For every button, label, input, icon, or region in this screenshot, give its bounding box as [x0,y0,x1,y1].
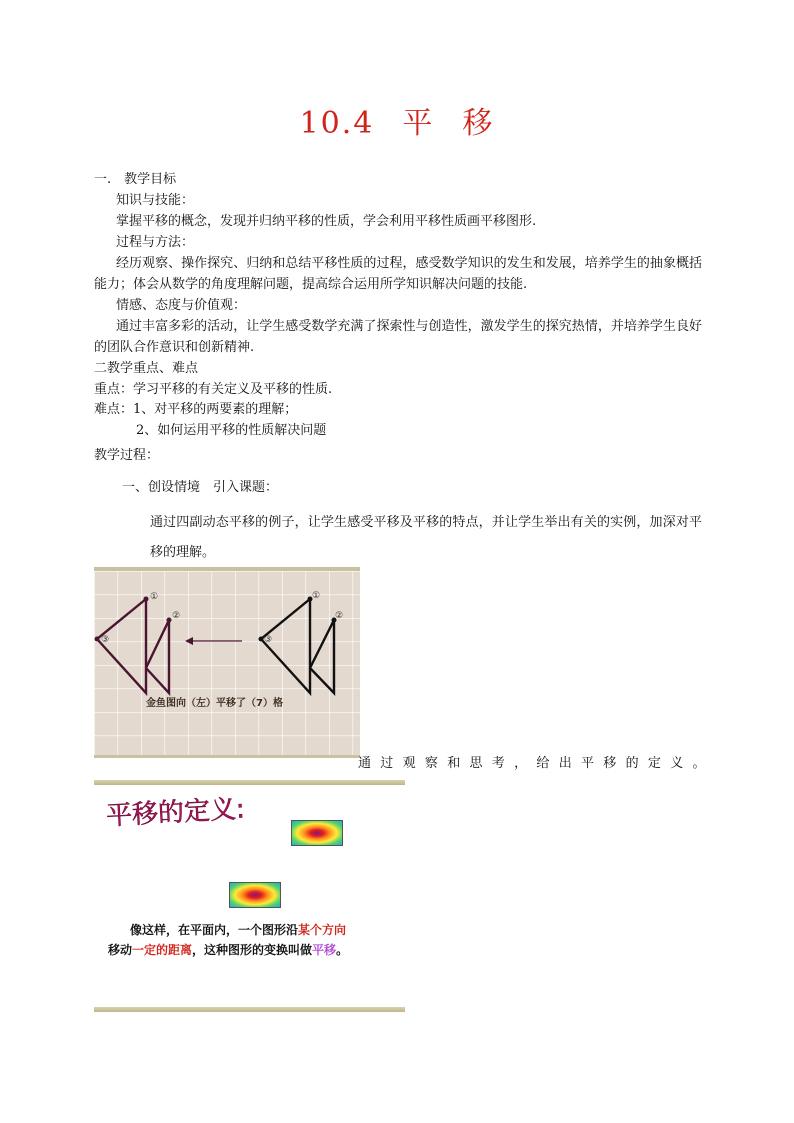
difficulty-1: 难点：1、对平移的两要素的理解； [94,402,298,417]
section2-heading: 二教学重点、难点 [94,361,199,376]
definition-direction-term: 某个方向 [298,923,347,937]
left-label-3: ③ [101,635,110,645]
slide-top-bar [94,780,405,785]
definition-line2-prefix: 移动 [108,943,133,957]
step1-text: 通过四副动态平移的例子，让学生感受平移及平移的特点，并让学生举出有关的实例，加深对平移的理解。 [150,515,702,560]
difficulty-2: 2、如何运用平移的性质解决问题 [136,423,327,438]
grid-lines [94,571,360,755]
definition-translation-term: 平移 [312,943,337,957]
process-text: 经历观察、操作探究、归纳和总结平移性质的过程，感受数学知识的发生和发展，培养学生的抽象概括能力；体会从数学的角度理解问题，提高综合运用所学知识解决问题的技能. [94,256,702,292]
section1-heading: 一. 教学目标 [94,172,177,187]
key-point: 重点：学习平移的有关定义及平移的性质. [94,382,333,397]
definition-line-2 [108,941,348,958]
left-point-1 [144,597,149,602]
title-word-b: 移 [462,106,495,141]
emotion-label: 情感、态度与价值观： [116,298,247,313]
knowledge-label: 知识与技能： [116,193,195,208]
definition-line2-end: 。 [336,943,349,957]
left-label-2: ② [172,611,181,621]
definition-line1-text: 像这样，在平面内，一个图形沿 [130,923,299,937]
definition-heading-graphic [104,792,246,834]
goldfish-translation-figure [94,567,360,758]
definition-heading: 平移的定义: [105,794,246,832]
process-heading: 教学过程： [94,448,160,463]
right-label-2: ② [335,611,344,621]
goldfish-grid-svg [94,571,360,755]
definition-line2-middle: ，这种图形的变换叫做 [192,943,313,957]
animated-shape-original [291,820,343,846]
right-point-3 [259,637,264,642]
left-point-2 [167,618,172,623]
animated-shape-moved [229,882,281,908]
title-word-a: 平 [402,106,435,141]
definition-intro-text: 通过观察和思考，给出平移的定义。 [358,756,715,771]
definition-line-1 [130,921,346,938]
left-label-1: ① [150,592,159,602]
left-point-3 [95,637,100,642]
right-label-1: ① [312,591,321,601]
page-title [0,98,794,142]
figure-caption: 金鱼图向（左）平移了（7）格 [146,698,283,709]
definition-distance-term: 一定的距离 [132,943,193,957]
right-label-3: ③ [264,635,273,645]
step1-heading: 一、创设情境 引入课题： [122,480,279,495]
knowledge-text: 掌握平移的概念，发现并归纳平移的性质，学会利用平移性质画平移图形. [116,214,537,229]
title-number: 10.4 [299,106,375,141]
process-label: 过程与方法： [116,235,195,250]
slide-bottom-bar [94,1007,405,1012]
emotion-text: 通过丰富多彩的活动，让学生感受数学充满了探索性与创造性，激发学生的探究热情，并培养学生良好的团队合作意识和创新精神. [94,319,702,355]
